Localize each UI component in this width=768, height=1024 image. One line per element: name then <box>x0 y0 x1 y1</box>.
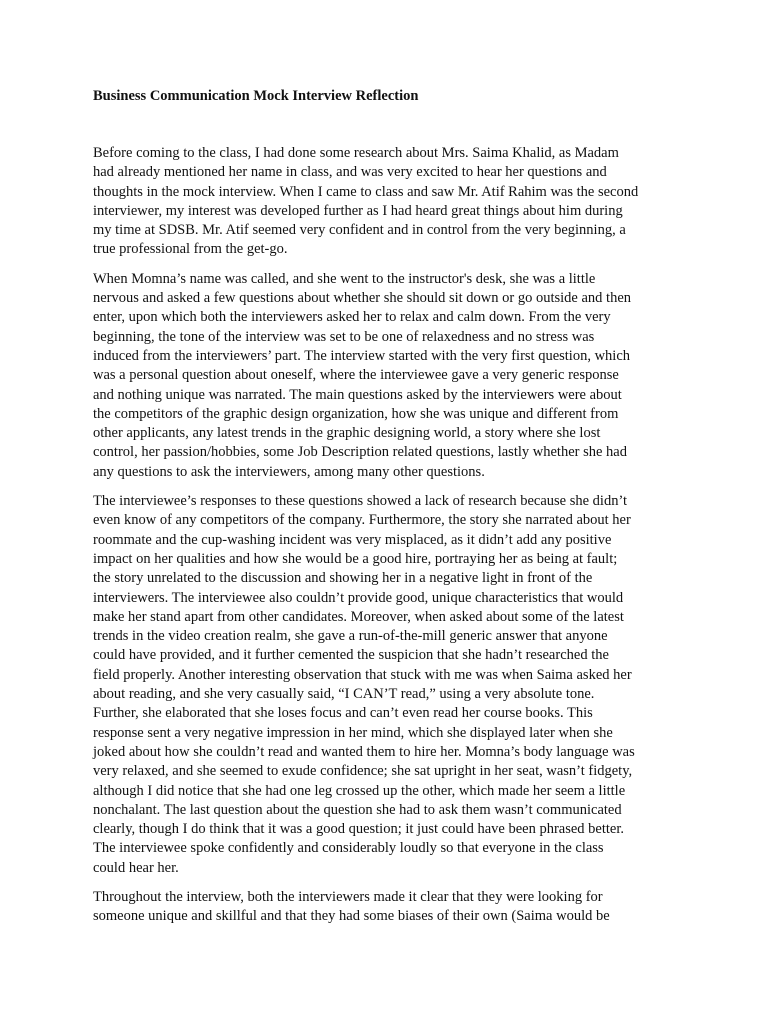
text-line: had already mentioned her name in class, and was very excited to hear her questions and <box>93 164 607 181</box>
text-line: about reading, and she very casually said, “I CAN’T read,” using a very absolute tone. <box>93 686 595 703</box>
text-line: beginning, the tone of the interview was set to be one of relaxedness and no stress was <box>93 328 595 345</box>
text-line: thoughts in the mock interview. When I came to class and saw Mr. Atif Rahim was the second <box>93 183 639 200</box>
text-line: the competitors of the graphic design organization, how she was unique and different from <box>93 405 619 422</box>
text-line: roommate and the cup-washing incident was very misplaced, as it didn’t add any positive <box>93 531 612 548</box>
paragraph-1 <box>93 144 683 260</box>
document-body <box>93 144 683 937</box>
text-line: Before coming to the class, I had done some research about Mrs. Saima Khalid, as Madam <box>93 145 619 161</box>
text-line: although I did notice that she had one leg crossed up the other, which made her seem a little <box>93 782 626 799</box>
text-line: and nothing unique was narrated. The main questions asked by the interviewers were about <box>93 386 622 403</box>
text-line: field properly. Another interesting observation that stuck with me was when Saima asked her <box>93 666 632 683</box>
text-line: When Momna’s name was called, and she went to the instructor's desk, she was a little <box>93 270 596 287</box>
text-line: The interviewee’s responses to these questions showed a lack of research because she didn’t <box>93 493 628 510</box>
text-line: The interviewee spoke confidently and considerably loudly so that everyone in the class <box>93 840 604 857</box>
text-line: Throughout the interview, both the interviewers made it clear that they were looking for <box>93 888 603 905</box>
text-line: could hear her. <box>93 859 179 876</box>
text-line: could have provided, and it further cemented the suspicion that she hadn’t researched the <box>93 647 609 664</box>
paragraph-2 <box>93 270 683 482</box>
text-line: the story unrelated to the discussion and showing her in a negative light in front of the <box>93 570 593 587</box>
document-title: Business Communication Mock Interview Reflection <box>93 88 419 104</box>
text-line: Further, she elaborated that she loses focus and can’t even read her course books. This <box>93 705 593 722</box>
text-line: induced from the interviewers’ part. The interview started with the very first question, which <box>93 347 631 364</box>
text-line: very relaxed, and she seemed to exude confidence; she sat upright in her seat, wasn’t fidgety, <box>93 763 633 780</box>
text-line: make her stand apart from other candidates. Moreover, when asked about some of the latest <box>93 608 624 625</box>
text-line: trends in the video creation realm, she gave a run-of-the-mill generic answer that anyone <box>93 628 608 645</box>
text-line: my time at SDSB. Mr. Atif seemed very confident and in control from the very beginning, a <box>93 222 626 239</box>
text-line: any questions to ask the interviewers, among many other questions. <box>93 463 485 480</box>
text-line: true professional from the get-go. <box>93 241 288 258</box>
text-line: control, her passion/hobbies, some Job Description related questions, lastly whether she had <box>93 444 627 461</box>
text-line: other applicants, any latest trends in the graphic designing world, a story where she lost <box>93 425 601 442</box>
text-line: interviewer, my interest was developed further as I had heard great things about him during <box>93 202 623 219</box>
text-line: someone unique and skillful and that they had some biases of their own (Saima would be <box>93 908 610 925</box>
text-line: joked about how she couldn’t read and wanted them to hire her. Momna’s body language was <box>93 743 635 760</box>
paragraph-3 <box>93 492 683 878</box>
text-line: was a personal question about oneself, where the interviewee gave a very generic response <box>93 367 619 384</box>
text-line: clearly, though I do think that it was a good question; it just could have been phrased better. <box>93 821 625 838</box>
text-line: impact on her qualities and how she would be a good hire, portraying her as being at fault; <box>93 550 618 567</box>
text-line: nervous and asked a few questions about whether she should sit down or go outside and then <box>93 290 632 307</box>
text-line: response sent a very negative impression in her mind, which she displayed later when she <box>93 724 613 741</box>
text-line: interviewers. The interviewee also couldn’t provide good, unique characteristics that would <box>93 589 624 606</box>
text-line: nonchalant. The last question about the question she had to ask them wasn’t communicated <box>93 801 622 818</box>
text-line: even know of any competitors of the company. Furthermore, the story she narrated about her <box>93 512 631 529</box>
text-line: enter, upon which both the interviewers asked her to relax and calm down. From the very <box>93 309 611 326</box>
paragraph-4 <box>93 888 683 927</box>
